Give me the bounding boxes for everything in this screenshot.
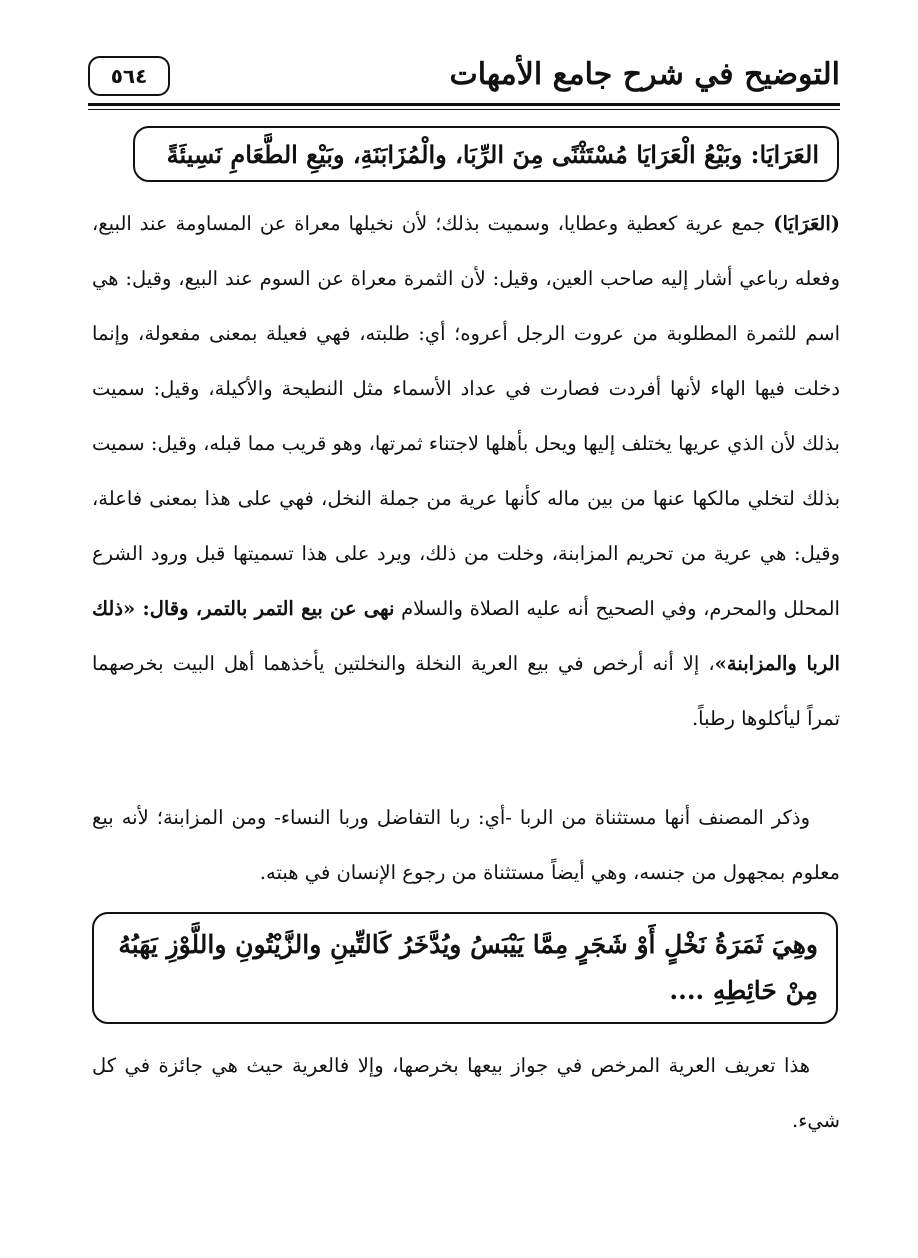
- hadith-quote: نهى عن بيع التمر بالتمر، وقال: «ذلك الربا والمزابنة»: [92, 597, 840, 675]
- matn-definition-text: وهِيَ ثَمَرَةُ نَخْلٍ أَوْ شَجَرٍ مِمَّا يَيْبَسُ ويُدَّخَرُ كَالتِّينِ والزَّيْتُونِ واللَّوْزِ يَهَبُهُ مِنْ حَائِطِهِ ....: [118, 930, 818, 1005]
- book-title: التوضيح في شرح جامع الأمهات: [449, 57, 840, 92]
- commentary-paragraph-2: وذكر المصنف أنها مستثناة من الربا -أي: ربا التفاضل وربا النساء- ومن المزابنة؛ لأنه بيع معلوم بمجهول من جنسه، وهي أيضاً مستثناة من رجوع الإنسان في هبته.: [92, 806, 840, 884]
- paragraph-1-text-c: ، إلا أنه أرخص في بيع العرية النخلة والنخلتين يأخذهما أهل البيت بخرصهما تمراً ليأكلوها رطباً.: [92, 652, 840, 730]
- header-rule: [88, 103, 840, 106]
- page-number: ٥٦٤: [88, 56, 170, 96]
- running-header: [88, 52, 840, 100]
- matn-definition-box: [92, 912, 838, 1024]
- term-lead: (العَرَايَا): [773, 212, 840, 235]
- paragraph-1-text-a: جمع عرية كعطية وعطايا، وسميت بذلك؛ لأن نخيلها معراة عن المساومة عند البيع، وفعله رباعي أشار إليه صاحب العين، وقيل: لأن الثمرة معراة عن السوم عند البيع، وقيل: هي اسم للثمرة المطلوبة من عروت الرجل أعروه؛ أي: طلبته، فهي فعيلة بمعنى مفعولة، وإنما دخلت فيها الهاء لأنها أفردت فصارت في عداد الأسماء مثل النطيحة والأكيلة، وقيل: سميت بذلك لأن الذي عريها يختلف إليها ويحل بأهلها لاجتناء ثمرتها، وهو قريب مما قبله، وقيل: سميت بذلك لتخلي مالكها عنها من بين ماله كأنها عرية من جملة النخل، فهي على هذا بمعنى فاعلة، وقيل: هي عرية من تحريم المزابنة، وخلت من ذلك، ويرد على هذا تسميتها قبل ورود الشرع المحلل والمحرم، وفي الصحيح أنه عليه الصلاة والسلام: [92, 212, 840, 620]
- commentary-paragraph-1: [92, 196, 840, 746]
- matn-heading-box: [133, 126, 839, 182]
- commentary-paragraph-3: هذا تعريف العرية المرخص في جواز بيعها بخرصها، وإلا فالعرية حيث هي جائزة في كل شيء.: [92, 1054, 840, 1132]
- matn-heading-text: العَرَايَا: وبَيْعُ الْعَرَايَا مُسْتَثْنًى مِنَ الرِّبَا، والْمُزَابَنَةِ، وبَيْعِ الطَّعَامِ نَسِيئَةً: [166, 140, 819, 169]
- header-rule-thin: [88, 109, 840, 110]
